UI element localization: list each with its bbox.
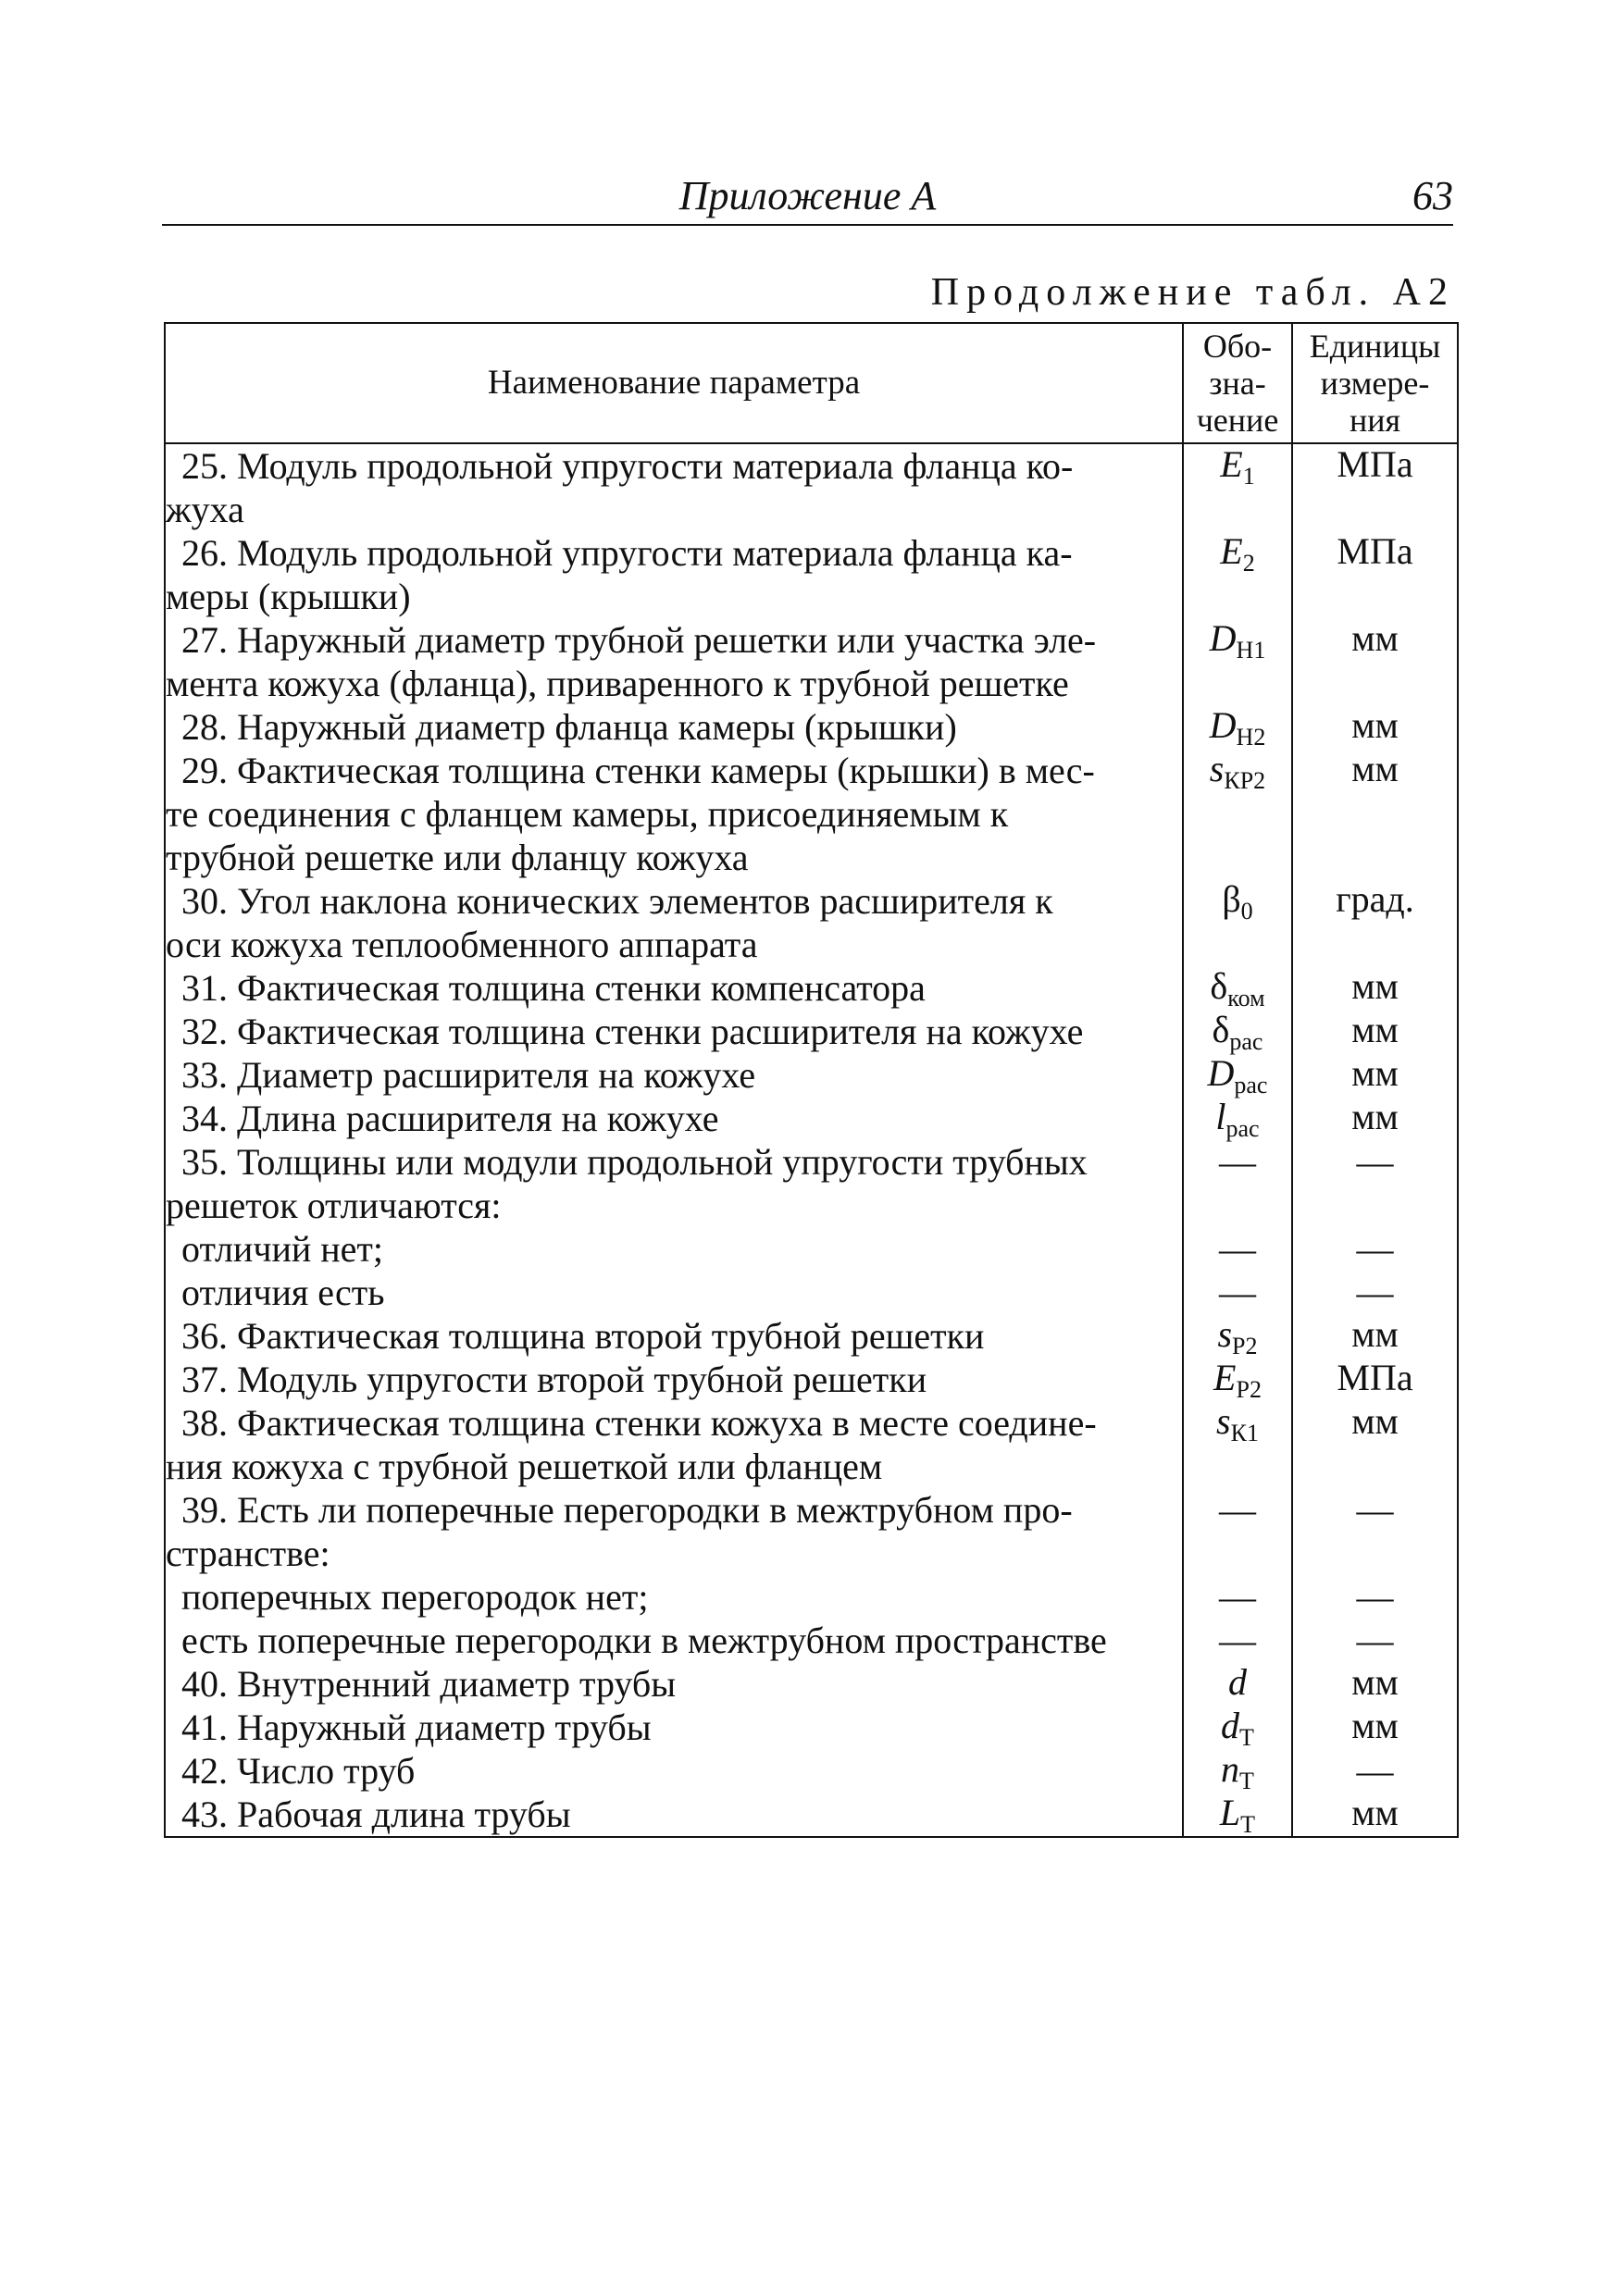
- parameter-name-cell: [165, 1575, 1183, 1619]
- symbol-cell: [1183, 1793, 1292, 1837]
- parameter-name-cell: [165, 443, 1183, 531]
- parameter-name-line: 34. Длина расширителя на кожухе: [181, 1098, 719, 1139]
- symbol-subscript: рас: [1234, 1072, 1268, 1098]
- table-row: [165, 705, 1458, 749]
- symbol-cell: [1183, 1314, 1292, 1358]
- table-row: [165, 1358, 1458, 1401]
- table-row: [165, 1619, 1458, 1662]
- table-row: [165, 879, 1458, 966]
- unit-cell: мм: [1292, 966, 1458, 1010]
- unit-cell: —: [1292, 1271, 1458, 1314]
- symbol-cell: [1183, 1053, 1292, 1097]
- symbol-subscript: ком: [1227, 985, 1265, 1011]
- symbol-cell: [1183, 705, 1292, 749]
- unit-cell: мм: [1292, 1793, 1458, 1837]
- unit-cell: мм: [1292, 1314, 1458, 1358]
- symbol-subscript: КР2: [1224, 767, 1266, 794]
- symbol-subscript: Т: [1240, 1811, 1256, 1838]
- section-title: Приложение А: [678, 173, 937, 218]
- unit-cell: МПа: [1292, 1358, 1458, 1401]
- parameter-name-line: 25. Модуль продольной упругости материала фланца ко-: [181, 445, 1074, 487]
- parameter-name-cell: [165, 705, 1183, 749]
- symbol-letter: E: [1220, 530, 1243, 572]
- header-units-text: Единицы измере- ния: [1309, 328, 1441, 439]
- unit-cell: мм: [1292, 1053, 1458, 1097]
- symbol-cell: [1183, 1097, 1292, 1140]
- parameter-name-line: 42. Число труб: [181, 1750, 416, 1792]
- unit-cell: мм: [1292, 705, 1458, 749]
- symbol-subscript: Н1: [1236, 637, 1266, 664]
- table-row: [165, 1097, 1458, 1140]
- table-row: [165, 1401, 1458, 1488]
- table-row: [165, 531, 1458, 618]
- unit-cell: —: [1292, 1619, 1458, 1662]
- unit-cell: —: [1292, 1749, 1458, 1793]
- table-row: [165, 1053, 1458, 1097]
- unit-cell: мм: [1292, 1097, 1458, 1140]
- parameter-name-cell: [165, 879, 1183, 966]
- unit-cell: град.: [1292, 879, 1458, 966]
- parameter-name-cell: [165, 966, 1183, 1010]
- parameter-name-cell: [165, 618, 1183, 705]
- parameter-name-cell: [165, 1227, 1183, 1271]
- parameter-name-cell: [165, 1662, 1183, 1706]
- symbol-cell: [1183, 1749, 1292, 1793]
- parameter-name-line: 43. Рабочая длина трубы: [181, 1793, 571, 1835]
- symbol-letter: s: [1217, 1313, 1233, 1355]
- table-row: [165, 1227, 1458, 1271]
- symbol-cell: —: [1183, 1488, 1292, 1575]
- parameter-name-cell: [165, 1488, 1183, 1575]
- parameter-name-line: 31. Фактическая толщина стенки компенсатора: [181, 967, 926, 1009]
- unit-cell: мм: [1292, 1706, 1458, 1749]
- symbol-letter: s: [1216, 1400, 1231, 1442]
- parameter-name-line: 38. Фактическая толщина стенки кожуха в месте соедине-: [181, 1402, 1097, 1444]
- symbol-cell: [1183, 443, 1292, 531]
- symbol-letter: D: [1209, 704, 1237, 746]
- symbol-cell: [1183, 1662, 1292, 1706]
- parameter-name-line: те соединения с фланцем камеры, присоединяемым к: [166, 793, 1009, 835]
- table-row: [165, 1488, 1458, 1575]
- parameter-name-cell: [165, 1706, 1183, 1749]
- parameter-name-cell: [165, 1793, 1183, 1837]
- parameter-name-line: есть поперечные перегородки в межтрубном пространстве: [181, 1620, 1107, 1661]
- parameter-name-line: меры (крышки): [166, 576, 411, 617]
- parameter-name-line: поперечных перегородок нет;: [181, 1576, 649, 1618]
- symbol-subscript: Р2: [1236, 1376, 1262, 1403]
- table-row: [165, 749, 1458, 879]
- symbol-subscript: рас: [1225, 1115, 1260, 1142]
- symbol-subscript: 2: [1242, 550, 1255, 577]
- header-parameter-name: Наименование параметра: [165, 323, 1183, 443]
- table-header-row: [165, 323, 1458, 443]
- parameter-name-line: ния кожуха с трубной решеткой или фланцем: [166, 1446, 883, 1487]
- parameter-name-cell: [165, 531, 1183, 618]
- parameter-name-cell: [165, 1749, 1183, 1793]
- parameter-name-cell: [165, 749, 1183, 879]
- parameter-name-line: 28. Наружный диаметр фланца камеры (крышки): [181, 706, 957, 748]
- symbol-subscript: Т: [1239, 1724, 1254, 1751]
- unit-cell: мм: [1292, 1401, 1458, 1488]
- parameter-name-cell: [165, 1358, 1183, 1401]
- symbol-subscript: 0: [1240, 898, 1253, 925]
- table-body: [165, 443, 1458, 1837]
- parameter-name-line: оси кожуха теплообменного аппарата: [166, 924, 758, 965]
- symbol-subscript: рас: [1229, 1028, 1263, 1055]
- unit-cell: —: [1292, 1140, 1458, 1227]
- unit-cell: мм: [1292, 1010, 1458, 1053]
- symbol-cell: [1183, 1706, 1292, 1749]
- table-row: [165, 1575, 1458, 1619]
- unit-cell: —: [1292, 1488, 1458, 1575]
- parameter-name-line: 40. Внутренний диаметр трубы: [181, 1663, 677, 1705]
- symbol-subscript: Р2: [1232, 1333, 1258, 1359]
- page-number: 63: [1412, 173, 1453, 218]
- symbol-letter: E: [1220, 443, 1243, 485]
- symbol-cell: [1183, 879, 1292, 966]
- symbol-letter: δ: [1210, 965, 1228, 1007]
- parameter-name-line: 39. Есть ли поперечные перегородки в межтрубном про-: [181, 1489, 1073, 1531]
- parameter-name-line: 32. Фактическая толщина стенки расширителя на кожухе: [181, 1011, 1084, 1052]
- table-row: [165, 1793, 1458, 1837]
- parameter-name-cell: [165, 1619, 1183, 1662]
- parameter-name-line: отличия есть: [181, 1272, 385, 1313]
- parameter-name-line: решеток отличаются:: [166, 1185, 502, 1226]
- header-units: [1292, 323, 1458, 443]
- parameter-name-line: странстве:: [166, 1533, 330, 1574]
- parameter-name-line: 36. Фактическая толщина второй трубной решетки: [181, 1315, 985, 1357]
- table-row: [165, 1010, 1458, 1053]
- symbol-cell: [1183, 1358, 1292, 1401]
- parameter-name-line: 30. Угол наклона конических элементов расширителя к: [181, 880, 1053, 922]
- unit-cell: МПа: [1292, 443, 1458, 531]
- parameter-name-cell: [165, 1010, 1183, 1053]
- unit-cell: —: [1292, 1575, 1458, 1619]
- symbol-cell: [1183, 1401, 1292, 1488]
- symbol-letter: δ: [1212, 1009, 1230, 1050]
- parameter-name-line: 29. Фактическая толщина стенки камеры (крышки) в мес-: [181, 750, 1095, 791]
- table-row: [165, 443, 1458, 531]
- unit-cell: мм: [1292, 749, 1458, 879]
- parameter-name-cell: [165, 1140, 1183, 1227]
- symbol-cell: [1183, 749, 1292, 879]
- symbol-cell: [1183, 618, 1292, 705]
- symbol-letter: D: [1209, 617, 1237, 659]
- table-row: [165, 1140, 1458, 1227]
- symbol-letter: s: [1209, 748, 1225, 789]
- parameter-name-line: трубной решетке или фланцу кожуха: [166, 837, 749, 878]
- parameter-name-line: 37. Модуль упругости второй трубной решетки: [181, 1359, 927, 1400]
- symbol-letter: l: [1215, 1096, 1226, 1137]
- symbol-letter: n: [1221, 1748, 1240, 1790]
- table-row: [165, 1314, 1458, 1358]
- symbol-letter: E: [1213, 1357, 1237, 1398]
- parameter-name-line: 41. Наружный диаметр трубы: [181, 1706, 652, 1748]
- symbol-cell: —: [1183, 1140, 1292, 1227]
- unit-cell: мм: [1292, 618, 1458, 705]
- symbol-subscript: 1: [1242, 463, 1255, 490]
- symbol-subscript: Т: [1239, 1768, 1254, 1794]
- symbol-cell: [1183, 531, 1292, 618]
- parameter-name-line: мента кожуха (фланца), приваренного к трубной решетке: [166, 663, 1069, 704]
- symbol-cell: [1183, 1010, 1292, 1053]
- symbol-subscript: К1: [1230, 1420, 1259, 1446]
- header-symbol-text: Обо- зна- чение: [1196, 328, 1279, 439]
- table-row: [165, 1749, 1458, 1793]
- running-header: [162, 168, 1453, 226]
- table-caption: Продолжение табл. А2: [930, 271, 1455, 314]
- table-row: [165, 966, 1458, 1010]
- unit-cell: —: [1292, 1227, 1458, 1271]
- parameter-name-cell: [165, 1314, 1183, 1358]
- parameter-name-cell: [165, 1097, 1183, 1140]
- parameter-name-line: жуха: [166, 489, 244, 530]
- header-symbol: [1183, 323, 1292, 443]
- symbol-letter: β: [1222, 878, 1241, 920]
- parameters-table: [164, 322, 1459, 1838]
- symbol-letter: d: [1221, 1705, 1240, 1746]
- table-row: [165, 618, 1458, 705]
- symbol-cell: —: [1183, 1271, 1292, 1314]
- parameter-name-line: 27. Наружный диаметр трубной решетки или участка эле-: [181, 619, 1097, 661]
- symbol-cell: —: [1183, 1227, 1292, 1271]
- parameter-name-line: отличий нет;: [181, 1228, 384, 1270]
- symbol-cell: —: [1183, 1575, 1292, 1619]
- parameter-name-line: 33. Диаметр расширителя на кожухе: [181, 1054, 756, 1096]
- parameter-name-line: 35. Толщины или модули продольной упругости трубных: [181, 1141, 1088, 1183]
- symbol-cell: [1183, 966, 1292, 1010]
- symbol-letter: L: [1219, 1792, 1241, 1833]
- symbol-letter: d: [1228, 1661, 1247, 1703]
- parameter-name-line: 26. Модуль продольной упругости материала фланца ка-: [181, 532, 1073, 574]
- parameter-name-cell: [165, 1271, 1183, 1314]
- table-row: [165, 1271, 1458, 1314]
- symbol-cell: —: [1183, 1619, 1292, 1662]
- symbol-subscript: Н2: [1236, 724, 1266, 751]
- table-row: [165, 1706, 1458, 1749]
- symbol-letter: D: [1207, 1052, 1235, 1094]
- table-row: [165, 1662, 1458, 1706]
- unit-cell: МПа: [1292, 531, 1458, 618]
- parameter-name-cell: [165, 1401, 1183, 1488]
- unit-cell: мм: [1292, 1662, 1458, 1706]
- parameter-name-cell: [165, 1053, 1183, 1097]
